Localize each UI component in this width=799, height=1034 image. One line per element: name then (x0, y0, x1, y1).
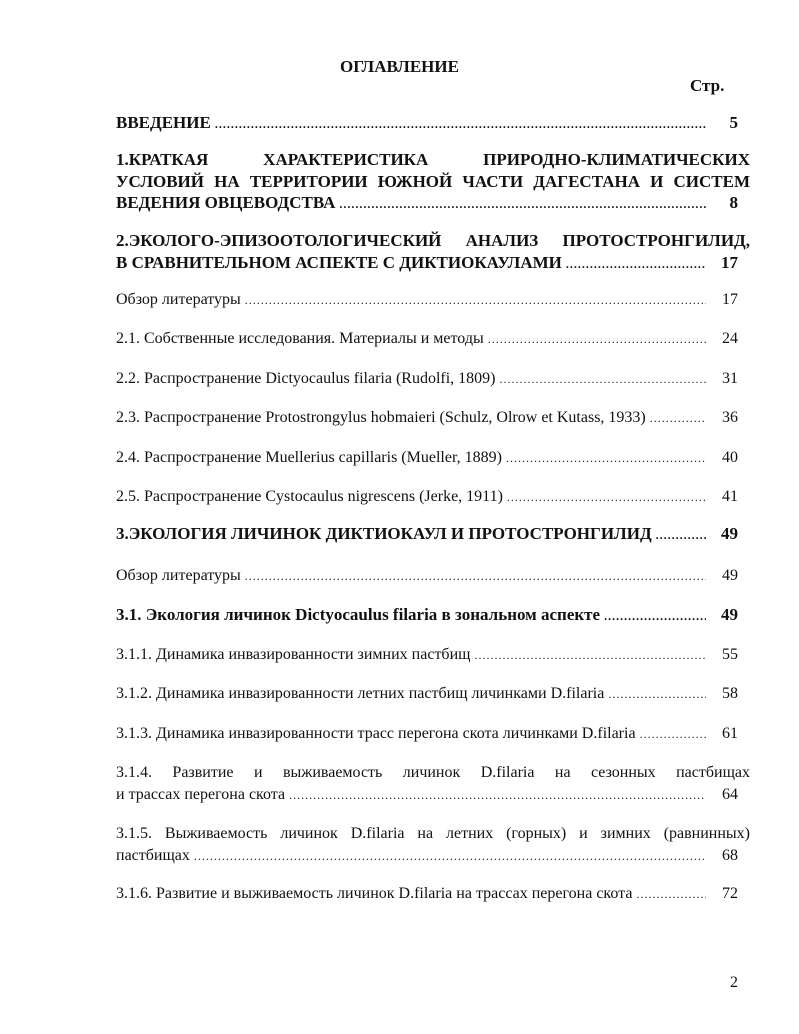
toc-entry-page: 31 (722, 370, 738, 387)
toc-entry (116, 486, 750, 509)
toc-entry-text: 3.1.1. Динамика инвазированности зимних пастбищ (116, 646, 471, 663)
toc-entry (116, 112, 750, 136)
toc-entry (116, 447, 750, 470)
toc-entry-text: 3.1. Экология личинок Dictyocaulus filaria в зональном аспекте (116, 605, 601, 624)
toc-entry-last-line (116, 523, 750, 547)
dot-leader (640, 724, 706, 746)
toc-entry-last-line (116, 845, 750, 868)
toc-entry-text: Обзор литературы (116, 291, 241, 308)
toc-entry-text: пастбищах (116, 846, 190, 864)
toc-entry-text: и трассах перегона скота (116, 785, 286, 803)
toc-entry-text: ВВЕДЕНИЕ (116, 113, 211, 132)
toc-entry (116, 604, 750, 628)
toc-entry-text: 3.1.3. Динамика инвазированности трасс перегона скота личинками D.filaria (116, 725, 636, 742)
toc-entry-text: 2.3. Распространение Protostrongylus hobmaieri (Schulz, Olrow et Kutass, 1933) (116, 409, 646, 426)
dot-leader (339, 194, 706, 216)
toc-entry-page: 36 (722, 409, 738, 426)
toc-entry-page: 40 (722, 449, 738, 466)
toc-entry-line: 3.1.4. Развитие и выживаемость личинок D.filaria на сезонных пастбищах (116, 764, 750, 781)
dot-leader (474, 645, 706, 667)
toc-entry-last-line (116, 112, 750, 136)
page-column-label: Стр. (690, 76, 725, 95)
toc-entry-line: УСЛОВИЙ НА ТЕРРИТОРИИ ЮЖНОЙ ЧАСТИ ДАГЕСТАНА И СИСТЕМ (116, 171, 750, 191)
toc-entry-last-line (116, 604, 750, 628)
toc-entry-page: 64 (722, 785, 738, 803)
dot-leader (215, 114, 706, 136)
toc-entry-page: 17 (722, 291, 738, 308)
toc-entry-last-line (116, 565, 750, 588)
dot-leader (488, 329, 706, 351)
dot-leader (245, 290, 706, 312)
dot-leader (650, 408, 706, 430)
dot-leader (604, 606, 706, 628)
toc-entry-page: 61 (722, 725, 738, 742)
toc-entry-text: 2.2. Распространение Dictyocaulus filaria (Rudolfi, 1809) (116, 370, 496, 387)
toc-entry-text: 3.1.2. Динамика инвазированности летних пастбищ личинками D.filaria (116, 685, 605, 702)
dot-leader (500, 369, 706, 391)
toc-entry-last-line (116, 683, 750, 706)
toc-entry-page: 49 (721, 524, 738, 543)
toc-entry-page: 8 (729, 193, 738, 212)
toc-entry (116, 683, 750, 706)
toc-entry-line: 1.КРАТКАЯ ХАРАКТЕРИСТИКА ПРИРОДНО-КЛИМАТИЧЕСКИХ (116, 150, 750, 169)
toc-entry (116, 149, 750, 216)
toc-entry-last-line (116, 328, 750, 351)
toc-entry-text: ВЕДЕНИЯ ОВЦЕВОДСТВА (116, 193, 336, 212)
toc-entry (116, 883, 750, 906)
toc-entry-last-line (116, 252, 750, 276)
toc-entry (116, 368, 750, 391)
toc-entry-last-line (116, 883, 750, 906)
dot-leader (608, 684, 706, 706)
dot-leader (656, 525, 706, 547)
page-number: 2 (730, 974, 738, 991)
toc-entry (116, 565, 750, 588)
toc-entry-last-line (116, 723, 750, 746)
toc-title: ОГЛАВЛЕНИЕ (340, 57, 459, 76)
dot-leader (507, 487, 706, 509)
dot-leader (289, 785, 706, 807)
toc-entry-text: 2.4. Распространение Muellerius capillaris (Mueller, 1889) (116, 449, 502, 466)
toc-entry-text: В СРАВНИТЕЛЬНОМ АСПЕКТЕ С ДИКТИОКАУЛАМИ (116, 252, 562, 272)
toc-entry-text: 2.1. Собственные исследования. Материалы и методы (116, 330, 484, 347)
toc-entry (116, 644, 750, 667)
toc-entry (116, 289, 750, 312)
toc-entry-page: 41 (722, 488, 738, 505)
dot-leader (636, 884, 706, 906)
toc-entry-last-line (116, 289, 750, 312)
toc-entry-line: 3.1.5. Выживаемость личинок D.filaria на летних (горных) и зимних (равнинных) (116, 825, 750, 842)
toc-entry-page: 55 (722, 646, 738, 663)
toc-entry (116, 230, 750, 275)
toc-entry (116, 523, 750, 547)
toc-entry-page: 17 (721, 252, 738, 272)
toc-entry-last-line (116, 784, 750, 807)
dot-leader (506, 448, 706, 470)
dot-leader (245, 566, 706, 588)
toc-entry (116, 823, 750, 867)
toc-entry-last-line (116, 368, 750, 391)
toc-entry-last-line (116, 644, 750, 667)
toc-entry-page: 58 (722, 685, 738, 702)
toc-entry-page: 49 (721, 605, 738, 624)
toc-entry-last-line (116, 192, 750, 216)
toc-entry-page: 49 (722, 567, 738, 584)
toc-entry-page: 5 (729, 113, 738, 132)
toc-entry-text: Обзор литературы (116, 567, 241, 584)
toc-entry-last-line (116, 486, 750, 509)
toc-entry-page: 72 (722, 885, 738, 902)
toc-entry (116, 407, 750, 430)
toc-entry-last-line (116, 447, 750, 470)
dot-leader (194, 846, 706, 868)
toc-entry-text: 3.1.6. Развитие и выживаемость личинок D.filaria на трассах перегона скота (116, 885, 633, 902)
toc-entry-line: 2.ЭКОЛОГО-ЭПИЗООТОЛОГИЧЕСКИЙ АНАЛИЗ ПРОТОСТРОНГИЛИД, (116, 231, 750, 250)
toc-entry-page: 68 (722, 846, 738, 864)
toc-entry (116, 723, 750, 746)
toc-entry-text: 2.5. Распространение Cystocaulus nigrescens (Jerke, 1911) (116, 488, 503, 505)
toc-entry (116, 328, 750, 351)
dot-leader (566, 254, 706, 276)
toc-entry-last-line (116, 407, 750, 430)
toc-entry (116, 762, 750, 806)
toc-entry-text: 3.ЭКОЛОГИЯ ЛИЧИНОК ДИКТИОКАУЛ И ПРОТОСТРОНГИЛИД (116, 524, 652, 543)
toc-entry-page: 24 (722, 330, 738, 347)
